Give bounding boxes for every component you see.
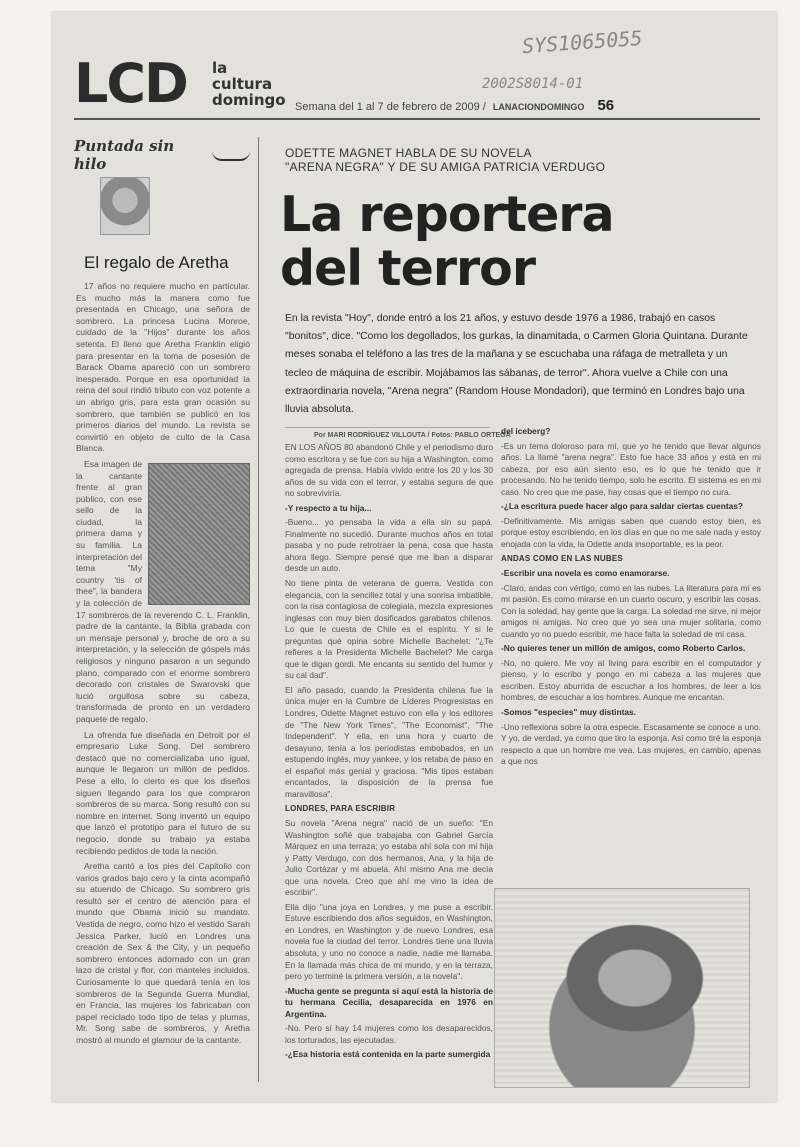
column-name: Puntada sin hilo bbox=[74, 137, 250, 173]
article-lead: En la revista "Hoy", donde entró a los 21 años, y estuvo desde 1976 a 1986, trabajó en casos "bonitos", dice. "Como los degollados, los gurkas, la dinamitada, o Carmen Gloria Quintana. Durante meses sonaba el teléfono a las tres de la mañana y se escuchaba una ráfaga de metralleta y un tecleo de máquina de escribir. Mojábamos las sábanas, de terror". Ahora vuelve a Chile con una extraordinaria novela, "Arena negra" (Random House Mondadori), que terminó en Londres bajo una lluvia absoluta. bbox=[285, 313, 748, 416]
article-column-1: EN LOS AÑOS 80 abandonó Chile y el periodismo duro como escritora y se fue con su hija a Washington, como agregada de prensa. Había vivido entre los 20 y los 30 años de su vida con el terror, y estaba segura de que no sobreviviría. -Y respecto a tu hija... -Bueno... yo pensaba la vida a ella sin su papá. Finalmente no sucedió. Durante muchos años en total pasaba y no pude retrotraer la pena, cosa que hasta ahora llego. Siempre pensé que me iban a disparar desde un auto. No tiene pinta de veterana de guerra. Vestida con elegancia, con la sencillez total y una sonrisa imbatible, con la risa contagiosa de colegiala, mezcla expresiones inglesas con muy bien dosificados garabatos chilenos. Lo que le cuesta de Chile es el espíritu. Y si le preguntas qué opina sobre Michelle Bachelet: "¿Te refieres a la Presidenta Michelle Bachelet? Me carga que le digan gordi. Me encanta su sentido del humor y su cal dad". El año pasado, cuando la Presidenta chilena fue la única mujer en la Cumbre de Líderes Progresistas en Londres, Odette Magnet estuvo con ella y los editores de "The New York Times", "The Economist", "The Independent". Y ella, en una hora y cuarto de desayuno, tenía a los periodistas embobados, en un estupendo inglés, muy yankee, y los retaba de paso en el español más genial y graciosa. "Mis tipos estaban encantados, la disposición de la prensa fue maravillosa". LONDRES, PARA ESCRIBIR Su novela "Arena negra" nació de un sueño: "En Washington soñé que trabajaba con Gabriel García Márquez en una terraza; yo estaba ahí sola con mi hija y Patty Verdugo, con dos hermanos, Ana, y la hija de Julio Cortázar y mi abuela. Ahí mismo Ana me decía que una novela. Creo que ahí me vino la idea de escribir". Ella dijo "una joya en Londres, y me puse a escribir. Estuve escribiendo dos años seguidos, en Washington, en Londres, en Washington y de nuevo Londres, esa novela fue la ciudad del terror. Londres tiene una lluvia absoluta, y uno no conoce a nadie, nadie me llamaba. En la llamada más chica de mi mundo, y en la terraza, pero yo terminé la primera versión, a la novela". -Mucha gente se pregunta si aquí está la historia de tu hermana Cecilia, desaparecida en 1976 en Argentina. -No. Pero sí hay 14 mujeres como los desaparecidos, los torturados, las ejecutadas. -¿Esa historia está contenida en la parte sumergida bbox=[285, 442, 493, 1060]
page-number: 56 bbox=[597, 97, 615, 114]
subhead-nubes: ANDAS COMO EN LAS NUBES bbox=[501, 554, 623, 564]
byline-rule bbox=[285, 427, 490, 428]
author-photo bbox=[494, 888, 750, 1088]
column-divider bbox=[258, 137, 259, 1082]
masthead-logo: LCD bbox=[74, 52, 187, 115]
newspaper-page bbox=[52, 12, 777, 1102]
article-byline: Por MARI RODRÍGUEZ VILLOUTA / Fotos: PABLO ORTEGA bbox=[314, 432, 511, 439]
aretha-photo bbox=[148, 463, 250, 605]
article-kicker: ODETTE MAGNET HABLA DE SU NOVELA "ARENA NEGRA" Y DE SU AMIGA PATRICIA VERDUGO bbox=[285, 146, 606, 174]
masthead-subtitle: la cultura domingo bbox=[212, 59, 286, 109]
article-column-2: del iceberg? -Es un tema doloroso para mí, que yo he tenido que llevar algunos años. La llamé "arena negra". Esto fue hace 33 años y está en mi cabeza, por eso aún siento eso, es lo que he tenido que ir procesando. No he tenido tiempo, solo he escrito. El sistema es en mi caso. No creo que me pase, hay cosas que el tiempo no cura. -¿La escritura puede hacer algo para saldar ciertas cuentas? -Definitivamente. Mis amigas saben que cuando estoy bien, es porque estoy escribiendo, en los días en que no me sale nada y estoy enojada con la vida, la Odette anda insoportable, es la peor. ANDAS COMO EN LAS NUBES -Escribir una novela es como enamorarse. -Claro, andas con vértigo, como en las nubes. La literatura para mí es mi pasión. Es como mirarse en un cuarto oscuro, y escribir las cosas. Con la soledad, hay gente que la carga. La soledad me sirve, ni mejor amigos ni amigas. No creo que yo sea una mujer solitaria, como cuando yo no puedo escribir, me hace falta la soledad de mi casa. -No quieres tener un millón de amigos, como Roberto Carlos. -No, no quiero. Me voy al living para escribir en el computador y pienso, y lo escribo y pongo en mi cabeza a las mujeres que escriben. Estoy aburrida de escuchar a los hombres, de leer a los hombres, de escuchar a los hombres. Aunque me encantan. -Somos "especies" muy distintas. -Uno reflexiona sobre la otra especie. Escasamente se conoce a uno. Y yo, de verdad, ya como que tiro la esponja. Así como tiré la esponja respecto a que un hombre me vea. Las mujeres, en cambio, apenas a que nos bbox=[501, 426, 761, 767]
column-body: 17 años no requiere mucho en particular. Es mucho más la manera como fue presentada en Chicago, una señora de sombrero. La princesa Lucina Monroe, cuidado de la "Hijos" durante los años setenta. El lleno que Aretha Franklin eligió para presentar en la toma de posesión de Barack Obama apareció con un sombrero inesperado. Porque en esa oportunidad la reina del soul rindió tributo con voz potente a un abrigo gris, para esta gran ocasión su sombrero, que también se publicó en los primeros diarios del mundo. La revista se convirtió en objeto de culto de la Casa Blanca. Esa imagen de la cantante frente al gran público, con ese sello de la ciudad, la primera dama y su familia. La interpretación del tema "My country 'tis of thee", la bandera y la colección de 17 sombreros de la reverendo C. L. Franklin, padre de la cantante, la Biblia grabada con un mensaje personal y, broche de oro a su interpretación, y la selección de góspels más religiosos y ninguno pasaron a un segundo plano, comparado con el enorme sombrero decorado con cristales de Swarovski que lució orgullosa sobre su cabeza, transformada de pronto en un verdadero paquete de regalo. La ofrenda fue diseñada en Detroit por el empresario Luke Song. Del sombrero destacó que no comercializaba uno igual, aunque le llegaron un millón de pedidos. Pese a ello, lo cierto es que los diseños siguen llegando para los que compraron sombreros de su marca. Song resultó con su nombre en internet. Song inventó un equipo que lanzó el prototipo para el futuro de su negocio, donde su trabajo ya estaba recibiendo pedidos de toda la nación. Aretha cantó a los pies del Capitolio con varios grados bajo cero y la cinta acompañó su atuendo de Chicago. Su sombrero gris resultó ser el centro de atención para el mundo que Obama inició su mandato. Vestida de negro, como hizo el vestido Sarah Jessica Parker, lució en Londres una creación de Sex & the City, y un pequeño sombrero entonces adornado con un gran lazo de cristal y flor, con manteles incluidos. Curiosamente lo que quedará tenía en los sombreros de la Segunda Guerra Mundial, en Francia, las mujeres los fabricaban con papel reciclado todo tipo de telas y plumas, Mr. Song sabe de sombreros, y Aretha mostró al mundo el glamour de la cantante. bbox=[76, 281, 250, 1045]
columnist-portrait bbox=[100, 177, 150, 235]
subhead-londres: LONDRES, PARA ESCRIBIR bbox=[285, 804, 396, 814]
handwritten-code: 2002S8014-01 bbox=[482, 76, 584, 92]
opinion-column bbox=[74, 137, 250, 1082]
paper-name: LANACIONDOMINGO bbox=[492, 102, 585, 112]
issue-line: Semana del 1 al 7 de febrero de 2009 / LANACIONDOMINGO 56 bbox=[295, 97, 615, 114]
masthead-rule bbox=[74, 118, 760, 120]
article-headline: La reportera del terror bbox=[280, 186, 614, 297]
column-title: El regalo de Aretha bbox=[84, 253, 229, 272]
squiggle-icon bbox=[212, 149, 250, 161]
handwritten-catalog-number: SYS1065055 bbox=[521, 25, 644, 59]
